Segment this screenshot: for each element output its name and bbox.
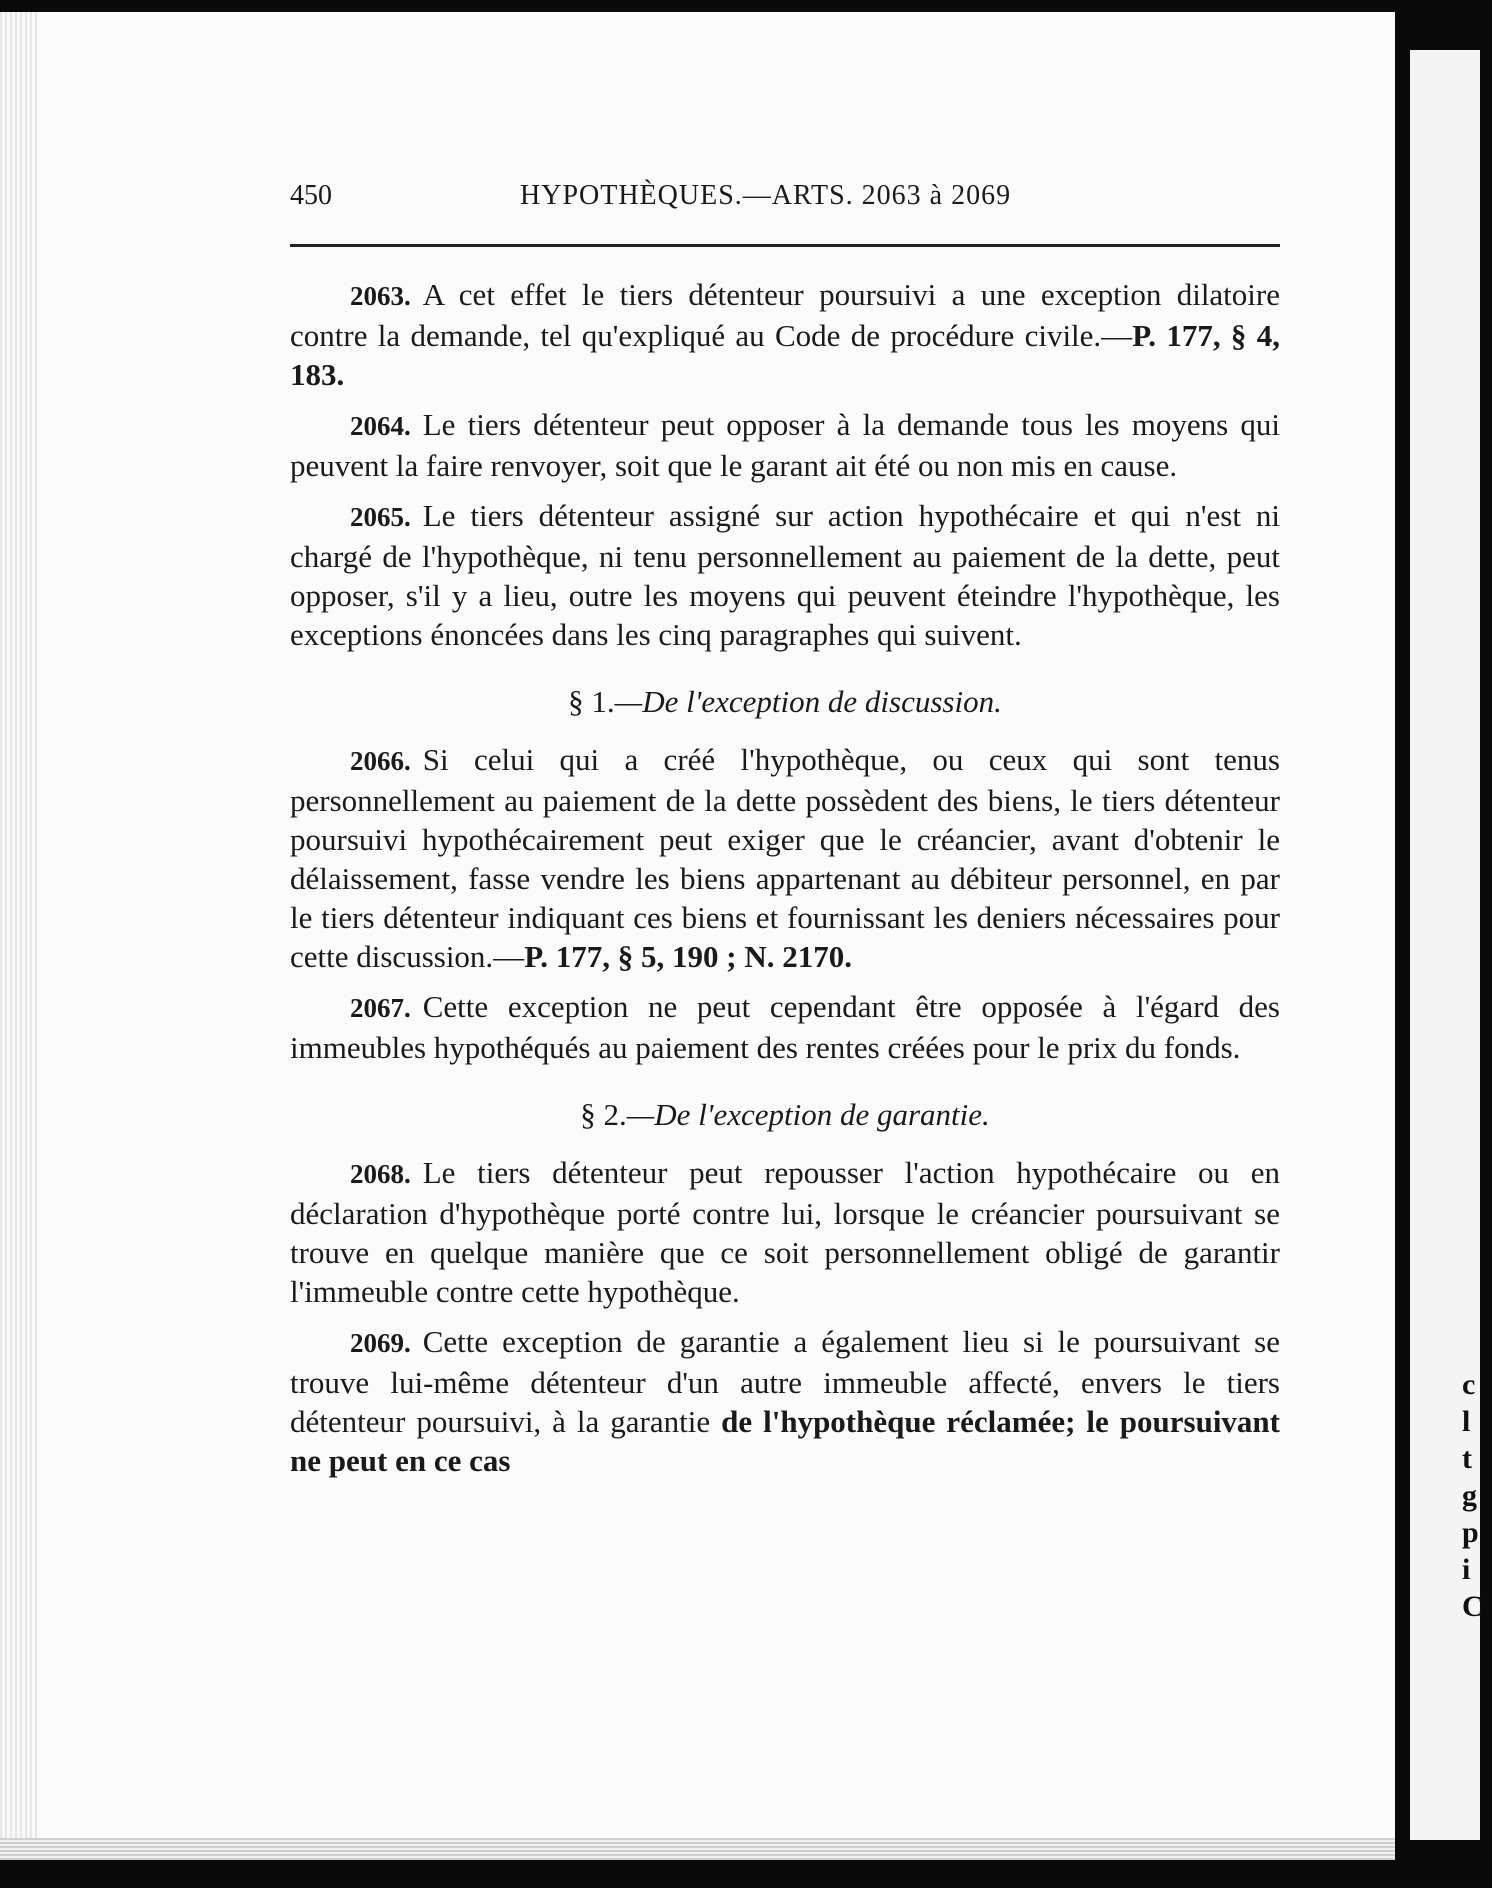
section-heading-2 [290, 1097, 1280, 1133]
section-symbol: § 2. [580, 1097, 627, 1132]
facing-page-letters [1462, 1366, 1492, 1625]
article-2064 [290, 405, 1280, 485]
page-edge-left [0, 12, 40, 1860]
section-title: —De l'exception de discussion. [614, 684, 1002, 719]
facing-letter: p [1462, 1516, 1479, 1549]
article-text: Cette exception de garantie a également lieu si le poursuivant se trouve lui-même détenteur d'un autre immeuble affecté, envers le tiers détenteur poursuivi, à la garantie [290, 1324, 1280, 1439]
facing-letter: C [1462, 1590, 1484, 1623]
running-title: HYPOTHÈQUES.—ARTS. 2063 à 2069 [520, 180, 1012, 211]
article-number: 2067. [350, 993, 411, 1023]
page-edge-bottom [0, 1838, 1395, 1860]
article-number: 2063. [350, 281, 411, 311]
facing-letter: g [1462, 1479, 1477, 1512]
article-text: Si celui qui a créé l'hypothèque, ou ceux qui sont tenus personnellement au paiement de la dette possèdent des biens, le tiers détenteur poursuivi hypothécairement peut exiger que le créancier, avant d'obtenir le délaissement, fasse vendre les biens appartenant au débiteur personnel, en par le tiers détenteur indiquant ces biens et fournissant les deniers nécessaires pour cette discussion.— [290, 742, 1280, 974]
facing-letter: c [1462, 1368, 1476, 1401]
section-symbol: § 1. [568, 684, 615, 719]
article-number: 2066. [350, 746, 411, 776]
article-2063 [290, 275, 1280, 394]
article-text: Le tiers détenteur assigné sur action hypothécaire et qui n'est ni chargé de l'hypothèque, ni tenu personnellement au paiement de la dette, peut opposer, s'il y a lieu, outre les moyens qui peuvent éteindre l'hypothèque, les exceptions énoncées dans les cinq paragraphes qui suivent. [290, 498, 1280, 652]
facing-letter: i [1462, 1553, 1471, 1586]
facing-letter: t [1462, 1442, 1472, 1475]
page-number: 450 [290, 180, 332, 211]
article-2069 [290, 1322, 1280, 1480]
article-2065 [290, 496, 1280, 654]
article-text: Le tiers détenteur peut repousser l'action hypothécaire ou en déclaration d'hypothèque porté contre lui, lorsque le créancier poursuivant se trouve en quelque manière que ce soit personnellement obligé de garantir l'immeuble contre cette hypothèque. [290, 1155, 1280, 1309]
article-text: A cet effet le tiers détenteur poursuivi a une exception dilatoire contre la demande, tel qu'expliqué au Code de procédure civile.— [290, 277, 1280, 353]
article-text: Cette exception ne peut cependant être opposée à l'égard des immeubles hypothéqués au paiement des rentes créées pour le prix du fonds. [290, 989, 1280, 1065]
article-reference: P. 177, § 5, 190 ; [524, 939, 737, 974]
article-number: 2068. [350, 1159, 411, 1189]
article-text: Le tiers détenteur peut opposer à la demande tous les moyens qui peuvent la faire renvoyer, soit que le garant ait été ou non mis en cause. [290, 407, 1280, 483]
article-2067 [290, 987, 1280, 1067]
article-text-bold: de l'hypothèque réclamée; le poursuivant ne peut en ce cas [290, 1404, 1280, 1478]
page-content [290, 180, 1280, 1491]
section-heading-1 [290, 684, 1280, 720]
running-head [290, 180, 1280, 240]
article-reference-n: N. 2170. [744, 939, 852, 974]
article-number: 2069. [350, 1328, 411, 1358]
article-2068 [290, 1153, 1280, 1311]
facing-letter: l [1462, 1405, 1471, 1438]
header-rule [290, 244, 1280, 247]
section-title: —De l'exception de garantie. [626, 1097, 990, 1132]
article-2066 [290, 740, 1280, 976]
article-number: 2064. [350, 411, 411, 441]
article-reference: P. 177, § 4, 183. [290, 318, 1280, 392]
article-number: 2065. [350, 502, 411, 532]
